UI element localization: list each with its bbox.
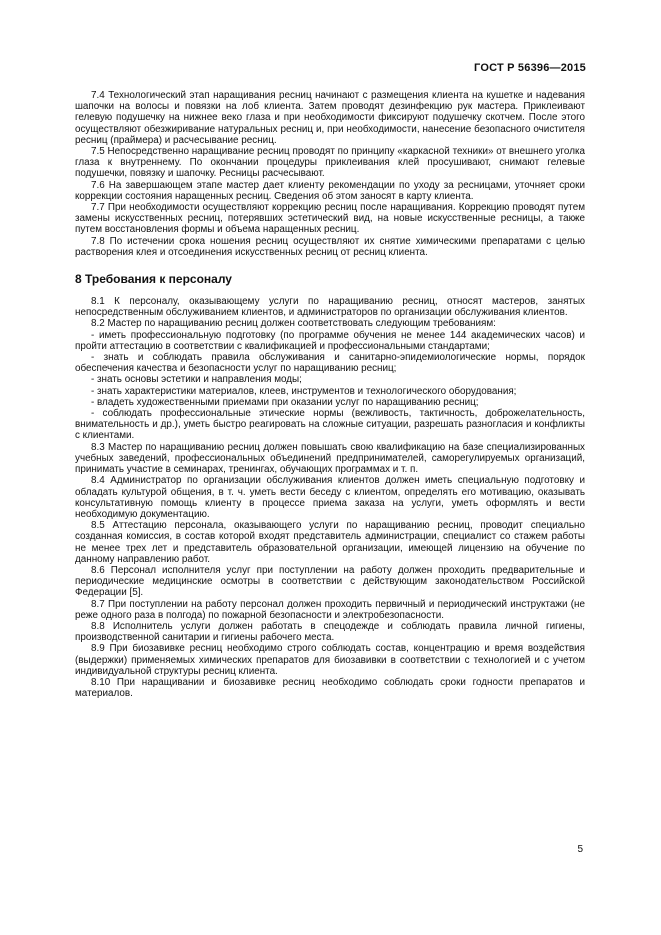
paragraph-8-5: 8.5 Аттестацию персонала, оказывающего услуги по наращиванию ресниц, проводит специально созданная комиссия, в состав которой входят представитель администрации, специалист со стажем работы не менее трех лет и представитель образовательной организации, имеющей лицензию на обучение по данному направлению работ.: [75, 520, 585, 565]
paragraph-7-6: 7.6 На завершающем этапе мастер дает клиенту рекомендации по уходу за ресницами, уточняет сроки коррекции состояния наращенных ресниц. Сведения об этом заносят в карту клиента.: [75, 179, 585, 202]
section-heading: 8 Требования к персоналу: [75, 272, 232, 287]
paragraph-8-7: 8.7 При поступлении на работу персонал должен проходить первичный и периодический инструктажи (не реже одного раза в полгода) по пожарной безопасности и электробезопасности.: [75, 598, 585, 621]
paragraph-8-1: 8.1 К персоналу, оказывающему услуги по наращиванию ресниц, относят мастеров, занятых непосредственным обслуживанием клиентов, и администраторов по организации обслуживания клиентов.: [75, 296, 585, 319]
paragraph-8-6: 8.6 Персонал исполнителя услуг при поступлении на работу должен проходить предварительные и периодические медицинские осмотры в соответствии с действующим законодательством Российской Федерации [5].: [75, 564, 585, 599]
list-item: - знать характеристики материалов, клеев, инструментов и технологического оборудования;: [91, 385, 517, 397]
paragraph-8-10: 8.10 При наращивании и биозавивке ресниц необходимо соблюдать сроки годности препаратов и материалов.: [75, 676, 585, 700]
page-number: 5: [577, 844, 583, 855]
list-item: - знать и соблюдать правила обслуживания и санитарно-эпидемиологические нормы, порядок обеспечения качества и безопасности услуг по наращиванию ресниц;: [75, 352, 585, 375]
list-item: - соблюдать профессиональные этические нормы (вежливость, тактичность, доброжелательность, внимательность и др.), уметь быстро реагировать на сложные ситуации, разрешать разногласия и конфликты с клиентами.: [75, 408, 585, 442]
paragraph-8-2: 8.2 Мастер по наращиванию ресниц должен соответствовать следующим требованиям:: [91, 318, 496, 330]
list-item: - иметь профессиональную подготовку (по программе обучения не менее 144 академических часов) и пройти аттестацию в соответствии с квалификацией и профессиональными стандартами;: [75, 329, 585, 352]
paragraph-7-5: 7.5 Непосредственно наращивание ресниц проводят по принципу «каркасной техники» от внешнего уголка глаза к внутреннему. По окончании процедуры приклеивания клей просушивают, снимают гелевые подушечки, повязку и шапочку. Ресницы расчесывают.: [75, 146, 585, 180]
paragraph-7-7: 7.7 При необходимости осуществляют коррекцию ресниц после наращивания. Коррекцию проводят путем замены искусственных ресниц, потерявших эстетический вид, на новые искусственные ресницы, а также путем восстановления формы и объема наращенных ресниц.: [75, 202, 585, 236]
standard-code: ГОСТ Р 56396—2015: [474, 62, 586, 74]
paragraph-8-8: 8.8 Исполнитель услуги должен работать в спецодежде и соблюдать правила личной гигиены, производственной санитарии и гигиены рабочего места.: [75, 620, 585, 644]
list-item: - знать основы эстетики и направления моды;: [91, 374, 302, 386]
page-content: [75, 90, 585, 699]
list-item: - владеть художественными приемами при оказании услуг по наращиванию ресниц;: [91, 396, 479, 408]
paragraph-7-4: 7.4 Технологический этап наращивания ресниц начинают с размещения клиента на кушетке и надевания шапочки на волосы и повязки на лоб клиента. Затем проводят дезинфекцию рук мастера. Приклеивают гелевую подушечку на нижнее веко глаза и при необходимости фиксируют подушечку скотчем. После этого осуществляют обезжиривание натуральных ресниц и, при необходимости, нанесение безопасного очистителя ресниц (праймера) и расчесывание ресниц.: [75, 90, 585, 146]
paragraph-8-3: 8.3 Мастер по наращиванию ресниц должен повышать свою квалификацию на базе специализированных учебных заведений, профессиональных объединений предпринимателей, саморегулируемых организаций, принимать участие в семинарах, тренингах, обучающих программах и т. п.: [75, 441, 585, 476]
paragraph-8-4: 8.4 Администратор по организации обслуживания клиентов должен иметь специальную подготовку и обладать культурой общения, в т. ч. уметь вести беседу с клиентом, определять его мотивацию, оказывать консультативную помощь клиенту в процессе приема заказа на услуги, уметь оформлять и вести необходимую документацию.: [75, 475, 585, 520]
paragraph-8-9: 8.9 При биозавивке ресниц необходимо строго соблюдать состав, концентрацию и время воздействия (выдержки) применяемых химических препаратов для биозавивки в соответствии с технологией и с учетом индивидуальной структуры ресниц клиента.: [75, 643, 585, 677]
paragraph-7-8: 7.8 По истечении срока ношения ресниц осуществляют их снятие химическими препаратами с целью растворения клея и отсоединения искусственных ресниц от ресниц клиента.: [75, 235, 585, 258]
